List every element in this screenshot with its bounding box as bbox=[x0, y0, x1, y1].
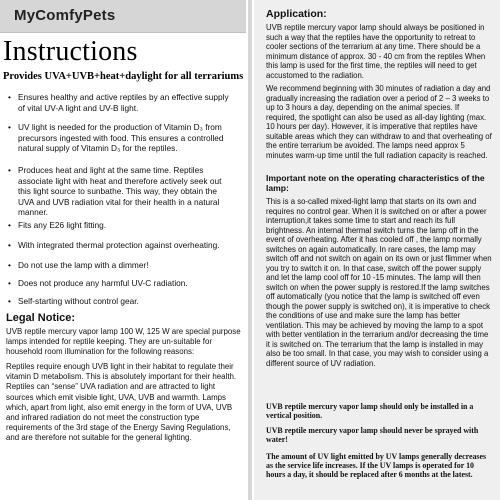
application-paragraph: UVB reptile mercury vapor lamp should always be positioned in such a way that the reptiles have the opportunity to retreat to cooler sections of the terrarium at any time. There should be a minimum distance of approx. 30 - 40 cm from the reptiles When this lamp is used for the first time, the reptiles will need to get accustomed to the radiation. bbox=[266, 23, 486, 80]
list-item: • UV light is needed for the production of Vitamin D₃ from precursors ingested with food. This ensures a controlled natural supply of Vitamin D₃ for the reptiles. bbox=[8, 122, 224, 154]
bullet-icon: • bbox=[8, 240, 11, 250]
list-item: • Self-starting without control gear. bbox=[8, 296, 139, 306]
brand-header bbox=[0, 0, 246, 33]
right-panel bbox=[254, 0, 500, 500]
bullet-icon: • bbox=[8, 260, 11, 270]
warning-no-water: UVB reptile mercury vapor lamp should never be sprayed with water! bbox=[266, 426, 479, 445]
page-title: Instructions bbox=[3, 36, 138, 67]
bullet-icon: • bbox=[8, 220, 11, 230]
legal-paragraph: UVB reptile mercury vapor lamp 100 W, 125 W are special purpose lamps intended for reptile keeping. They are un-suitable for household room illumination for the following reasons: bbox=[6, 327, 241, 357]
operating-notes-body: This is a so-called mixed-light lamp that starts on its own and requires no control gear. When it is switched on or after a power interruption,it takes some time to start and reach its full brightness. An internal thermal switch turns the lamp off in the event of overheating. After it has cooled off , the lamp normally switches on again automatically. In rare cases, the lamp may switch off and not switch on again on its own or just flimmer when you try to switch it on. In that case, switch off the power supply and let the lamp cool off for 10 -15 minutes. The lamp will then switch on when the power supply is restored.If the lamp switches off automatically (you notice that the lamp is switched off even though the power supply is switched on), it is imperative to check the conditions of use and make sure the lamp has better ventilation. This may be achieved by moving the lamp to a spot with better ventilation in the terrarium and/or decreasing the time it is switched on. The terrarium that the lamp is installed in may also be too small. In that case, you may wish to consider using a different source of UV radiation. bbox=[266, 197, 492, 368]
legal-notice-body bbox=[6, 327, 242, 448]
bullet-icon: • bbox=[8, 296, 11, 306]
brand-logo: MyComfyPets bbox=[14, 7, 116, 24]
bullet-icon: • bbox=[8, 92, 11, 102]
uv-lifetime-note: The amount of UV light emitted by UV lamps generally decreases as the service life increases. If the UV lamps is operated for 10 hours a day, it should be replaced after 6 months at the latest. bbox=[266, 452, 487, 480]
bullet-icon: • bbox=[8, 165, 11, 175]
application-title: Application: bbox=[266, 8, 327, 20]
bullet-icon: • bbox=[8, 122, 11, 132]
list-item: • Ensures healthy and active reptiles by an effective supply of vital UV-A light and UV-B light. bbox=[8, 92, 229, 113]
legal-paragraph: Reptiles require enough UVB light in their habitat to regulate their vitamin D metabolism. This is absolutely important for their health. Reptiles can “sense” UVA radiation and are attracted to light sources which emit visible light, UVA, UVB and warmth. Lamps which, apart from light, also emit energy in the form of UVA, UVB and infrared radiation do not meet the construction type requirements of the 3rd stage of the Energy Saving Regulations, and are therefore not suitable for the general lighting. bbox=[6, 362, 237, 442]
bullet-icon: • bbox=[8, 278, 11, 288]
list-item: • With integrated thermal protection against overheating. bbox=[8, 240, 220, 250]
operating-notes-title: Important note on the operating characteristics of the lamp: bbox=[266, 173, 485, 193]
legal-notice-title: Legal Notice: bbox=[6, 312, 76, 324]
page-subtitle: Provides UVA+UVB+heat+daylight for all terrariums bbox=[3, 71, 244, 82]
left-panel bbox=[0, 0, 246, 500]
list-item: • Does not produce any harmful UV-C radiation. bbox=[8, 278, 188, 288]
list-item: • Fits any E26 light fitting. bbox=[8, 220, 107, 230]
list-item: • Do not use the lamp with a dimmer! bbox=[8, 260, 149, 270]
warning-vertical-position: UVB reptile mercury vapor lamp should only be installed in a vertical position. bbox=[266, 402, 474, 421]
application-paragraph: We recommend beginning with 30 minutes of radiation a day and gradually increasing the radiation over a period of 2 – 3 weeks to up to 3 hours a day, depending on the animal species. If required, the spotlight can also be used as all-day lighting (max. 10 hours per day). However, it is imperative that reptiles have suitable areas which they can withdraw to and that overheating of the entire terrarium be avoided. The lamps need approx 5 minutes warm-up time until the full radiation capacity is reached. bbox=[266, 84, 492, 160]
column-divider bbox=[248, 0, 252, 500]
list-item: • Produces heat and light at the same time. Reptiles associate light with heat and therefore actively seek out this light source to sunbathe. This way, they obtain the UVA and UVB radiation vital for their health in a natural manner. bbox=[8, 165, 222, 218]
